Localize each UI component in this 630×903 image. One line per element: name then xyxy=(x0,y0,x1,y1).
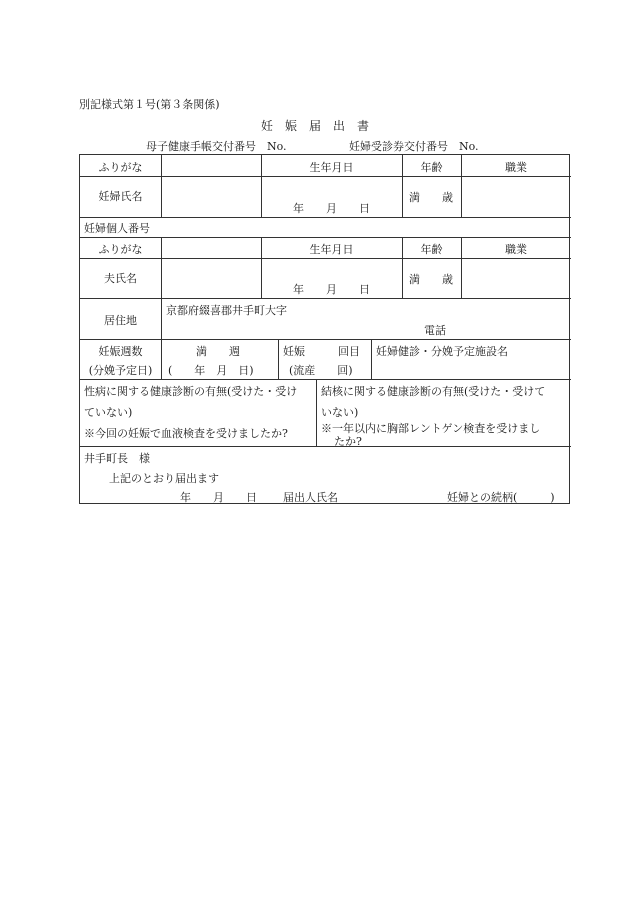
row-divider xyxy=(80,446,571,447)
std-blood-test-note: ※今回の妊娠で血液検査を受けましたか? xyxy=(84,427,288,440)
row-divider xyxy=(80,379,571,380)
husband-birthdate-header: 生年月日 xyxy=(309,243,354,256)
submission-date-field[interactable]: 年 月 日 xyxy=(180,491,257,504)
pregnant-occupation-header: 職業 xyxy=(505,161,527,174)
husband-age-field[interactable]: 満 歳 xyxy=(409,273,453,286)
row-divider xyxy=(80,258,571,259)
addressee: 井手町長 様 xyxy=(84,452,150,465)
form-reference: 別記様式第１号(第３条関係) xyxy=(79,98,220,111)
std-check-question: 性病に関する健康診断の有無(受けた・受け xyxy=(84,385,298,398)
husband-name-label: 夫氏名 xyxy=(104,272,137,285)
col-divider xyxy=(371,339,372,379)
row-divider xyxy=(80,298,571,299)
col-divider xyxy=(316,379,317,446)
relationship-field[interactable]: 妊婦との続柄( ) xyxy=(447,491,555,504)
col-divider xyxy=(161,155,162,217)
weeks-field[interactable]: 満 週 xyxy=(196,345,240,358)
husband-age-header: 年齢 xyxy=(420,243,443,256)
declaration-statement: 上記のとおり届出ます xyxy=(109,472,219,485)
pregnancy-count-field[interactable]: 妊娠 回目 xyxy=(283,345,360,358)
row-divider xyxy=(80,176,571,177)
std-check-question-cont: ていない) xyxy=(84,406,133,419)
pregnant-birthdate-field[interactable]: 年 月 日 xyxy=(293,202,370,215)
pregnant-id-label: 妊婦個人番号 xyxy=(84,222,150,235)
address-field[interactable]: 京都府綴喜郡井手町大字 xyxy=(166,304,287,317)
phone-label: 電話 xyxy=(424,324,446,337)
ticket-number-label: 妊婦受診券交付番号 No. xyxy=(349,140,479,153)
tb-xray-note-cont: たか? xyxy=(334,435,362,448)
husband-furigana-label: ふりがな xyxy=(98,243,143,256)
miscarriage-count-field[interactable]: (流産 回) xyxy=(289,364,353,377)
facility-label: 妊婦健診・分娩予定施設名 xyxy=(376,345,508,358)
husband-birthdate-field[interactable]: 年 月 日 xyxy=(293,283,370,296)
page-title: 妊 娠 届 出 書 xyxy=(260,119,369,133)
applicant-name-label[interactable]: 届出人氏名 xyxy=(283,491,338,504)
col-divider xyxy=(278,339,279,379)
boshi-number-label: 母子健康手帳交付番号 No. xyxy=(146,140,287,153)
due-date-label: (分娩予定日) xyxy=(88,364,153,377)
row-divider xyxy=(80,237,571,238)
address-label: 居住地 xyxy=(104,314,137,327)
pregnant-name-label: 妊婦氏名 xyxy=(98,190,143,203)
tb-check-question-cont: いない) xyxy=(321,406,359,419)
pregnant-furigana-label: ふりがな xyxy=(98,161,143,174)
tb-xray-note: ※一年以内に胸部レントゲン検査を受けまし xyxy=(321,422,541,435)
pregnant-birthdate-header: 生年月日 xyxy=(309,161,354,174)
col-divider xyxy=(161,339,162,379)
col-divider xyxy=(161,298,162,339)
row-divider xyxy=(80,217,571,218)
notification-form xyxy=(79,154,570,504)
due-date-field[interactable]: ( 年 月 日) xyxy=(168,364,254,377)
tb-check-question: 結核に関する健康診断の有無(受けた・受けて xyxy=(321,385,546,398)
pregnant-age-field[interactable]: 満 歳 xyxy=(409,191,453,204)
pregnant-age-header: 年齢 xyxy=(420,161,443,174)
husband-occupation-header: 職業 xyxy=(505,243,527,256)
weeks-label: 妊娠週数 xyxy=(98,345,143,358)
col-divider xyxy=(161,237,162,298)
row-divider xyxy=(80,339,571,340)
